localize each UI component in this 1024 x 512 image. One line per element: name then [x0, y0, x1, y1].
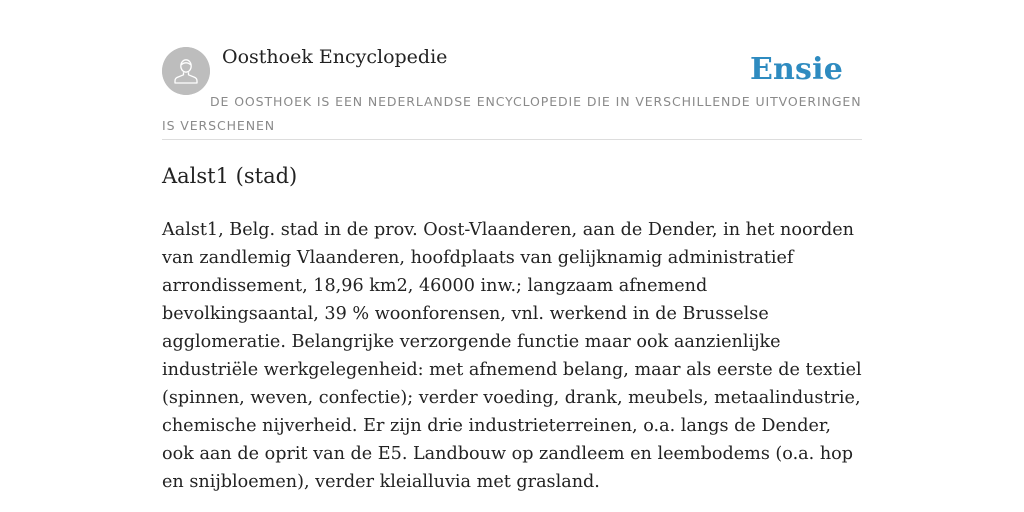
user-silhouette-icon	[162, 47, 210, 95]
source-description: DE OOSTHOEK IS EEN NEDERLANDSE ENCYCLOPEDIE DIE IN VERSCHILLENDE UITVOERINGEN IS VERSCHENEN	[162, 94, 862, 133]
article-body: Aalst1, Belg. stad in de prov. Oost-Vlaanderen, aan de Dender, in het noorden van zandlemig Vlaanderen, hoofdplaats van gelijknamig administratief arrondissement, 18,96 km2, 46000 inw.; langzaam afnemend bevolkingsaantal, 39 % woonforensen, vnl. werkend in de Brusselse agglomeratie. Belangrijke verzorgende functie maar ook aanzienlijke industriële werkgelegenheid: met afnemend belang, maar als eerste de textiel (spinnen, weven, confectie); verder voeding, drank, meubels, metaalindustrie, chemische nijverheid. Er zijn drie industrieterreinen, o.a. langs de Dender, ook aan de oprit van de E5. Landbouw op zandleem en leembodems (o.a. hop en snijbloemen), verder kleialluvia met grasland.	[162, 220, 862, 492]
brand-logo[interactable]: Ensie	[749, 52, 843, 87]
avatar[interactable]	[162, 47, 210, 95]
page	[162, 0, 862, 512]
source-name[interactable]: Oosthoek Encyclopedie	[222, 46, 448, 68]
article-title: Aalst1 (stad)	[162, 164, 298, 188]
header	[162, 0, 862, 140]
